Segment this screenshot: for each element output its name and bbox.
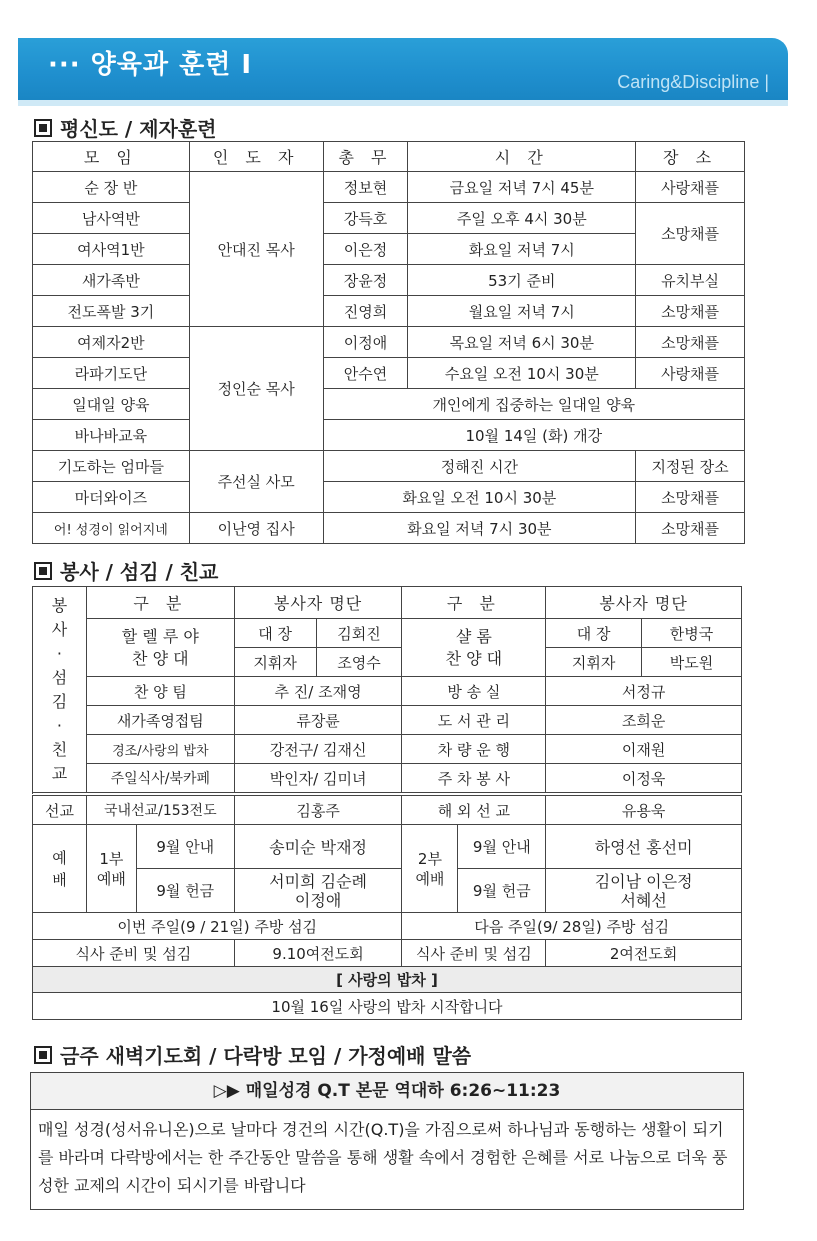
- table-cell: 사랑채플: [636, 358, 745, 389]
- table-cell: 9월 안내: [136, 825, 234, 869]
- square-bullet-icon: [34, 562, 52, 580]
- table-cell: 식사 준비 및 섬김: [33, 940, 235, 967]
- table-cell: 라파기도단: [33, 358, 190, 389]
- table-cell: [ 사랑의 밥차 ]: [33, 967, 742, 993]
- table-cell: 9.10여전도회: [234, 940, 402, 967]
- th-list-left: 봉사자 명단: [234, 587, 402, 619]
- table-cell: 소망채플: [636, 482, 745, 513]
- table-cell: 주일 오후 4시 30분: [408, 203, 636, 234]
- table-cell: 10월 16일 사랑의 밥차 시작합니다: [33, 993, 742, 1020]
- table-cell: 주선실 사모: [189, 451, 323, 513]
- table-cell: 진영희: [323, 296, 408, 327]
- table-cell: 사랑채플: [636, 172, 745, 203]
- table-cell: 해 외 선 교: [402, 796, 546, 825]
- section-training-heading: [34, 113, 216, 142]
- table-cell: 찬 양 팀: [86, 677, 234, 706]
- table-cell: 정해진 시간: [323, 451, 636, 482]
- table-cell: 일대일 양육: [33, 389, 190, 420]
- table-cell: 지휘자: [234, 648, 316, 677]
- table-cell: 이정욱: [546, 764, 742, 793]
- table-cell: 장윤정: [323, 265, 408, 296]
- table-cell: 경조/사랑의 밥차: [86, 735, 234, 764]
- table-cell: 박도원: [642, 648, 742, 677]
- table-cell: 여사역1반: [33, 234, 190, 265]
- table-cell: 추 진/ 조재영: [234, 677, 402, 706]
- training-table: [32, 141, 745, 544]
- th-manager: 총 무: [323, 142, 408, 172]
- table-cell: 이번 주일(9 / 21일) 주방 섬김: [33, 913, 402, 940]
- table-cell: 조희운: [546, 706, 742, 735]
- table-cell: 이은정: [323, 234, 408, 265]
- section-qt-title: 금주 새벽기도회 / 다락방 모임 / 가정예배 말씀: [60, 1044, 472, 1068]
- table-cell: 소망채플: [636, 296, 745, 327]
- th-list-right: 봉사자 명단: [546, 587, 742, 619]
- table-cell: 김회진: [316, 619, 402, 648]
- qt-title: ▷▶ 매일성경 Q.T 본문 역대하 6:26~11:23: [30, 1072, 744, 1110]
- table-cell: 기도하는 엄마들: [33, 451, 190, 482]
- table-cell: 예 배: [33, 825, 87, 913]
- table-cell: 여제자2반: [33, 327, 190, 358]
- table-cell: 10월 14일 (화) 개강: [323, 420, 744, 451]
- table-cell: 도 서 관 리: [402, 706, 546, 735]
- table-cell: 남사역반: [33, 203, 190, 234]
- table-cell: 화요일 저녁 7시: [408, 234, 636, 265]
- th-leader: 인 도 자: [189, 142, 323, 172]
- header-stripe: [18, 100, 788, 106]
- table-cell: 2부 예배: [402, 825, 458, 913]
- table-cell: 송미순 박재정: [234, 825, 402, 869]
- page-subtitle: Caring&Discipline |: [617, 72, 769, 92]
- th-time: 시 간: [408, 142, 636, 172]
- table-cell: 할 렐 루 야 찬 양 대: [86, 619, 234, 677]
- table-cell: 서미희 김순례 이정애: [234, 869, 402, 913]
- table-cell: 정인순 목사: [189, 327, 323, 451]
- table-cell: 다음 주일(9/ 28일) 주방 섬김: [402, 913, 742, 940]
- table-cell: 어! 성경이 읽어지네: [33, 513, 190, 544]
- table-cell: 9월 헌금: [136, 869, 234, 913]
- table-cell: 9월 안내: [458, 825, 546, 869]
- table-cell: 목요일 저녁 6시 30분: [408, 327, 636, 358]
- table-cell: 이재원: [546, 735, 742, 764]
- table-cell: 유용욱: [546, 796, 742, 825]
- table-cell: 대 장: [234, 619, 316, 648]
- table-cell: 이난영 집사: [189, 513, 323, 544]
- table-cell: 새가족영접팀: [86, 706, 234, 735]
- table-cell: 주 차 봉 사: [402, 764, 546, 793]
- table-cell: 김홍주: [234, 796, 402, 825]
- table-cell: 마더와이즈: [33, 482, 190, 513]
- table-cell: 선교: [33, 796, 87, 825]
- table-cell: 지정된 장소: [636, 451, 745, 482]
- table-cell: 안대진 목사: [189, 172, 323, 327]
- table-cell: 국내선교/153전도: [86, 796, 234, 825]
- th-category-right: 구 분: [402, 587, 546, 619]
- table-cell: 류장륜: [234, 706, 402, 735]
- table-cell: 조영수: [316, 648, 402, 677]
- table-cell: 김이남 이은정 서혜선: [546, 869, 742, 913]
- table-cell: 정보현: [323, 172, 408, 203]
- table-cell: 소망채플: [636, 327, 745, 358]
- table-cell: 개인에게 집중하는 일대일 양육: [323, 389, 744, 420]
- table-cell: 새가족반: [33, 265, 190, 296]
- table-cell: 1부 예배: [86, 825, 136, 913]
- th-place: 장 소: [636, 142, 745, 172]
- table-cell: 유치부실: [636, 265, 745, 296]
- table-cell: 주일식사/북카페: [86, 764, 234, 793]
- th-group: 모 임: [33, 142, 190, 172]
- table-cell: 방 송 실: [402, 677, 546, 706]
- table-cell: 9월 헌금: [458, 869, 546, 913]
- table-cell: 월요일 저녁 7시: [408, 296, 636, 327]
- table-cell: 전도폭발 3기: [33, 296, 190, 327]
- table-cell: 소망채플: [636, 203, 745, 265]
- table-cell: 식사 준비 및 섬김: [402, 940, 546, 967]
- table-cell: 2여전도회: [546, 940, 742, 967]
- table-cell: 바나바교육: [33, 420, 190, 451]
- table-cell: 지휘자: [546, 648, 642, 677]
- side-label: 봉 사 · 섬 김 · 친 교: [33, 587, 87, 793]
- table-cell: 강득호: [323, 203, 408, 234]
- square-bullet-icon: [34, 1046, 52, 1064]
- table-cell: 화요일 저녁 7시 30분: [323, 513, 636, 544]
- section-service-title: 봉사 / 섬김 / 친교: [60, 560, 219, 584]
- table-cell: 하영선 홍선미: [546, 825, 742, 869]
- table-cell: 수요일 오전 10시 30분: [408, 358, 636, 389]
- table-cell: 한병국: [642, 619, 742, 648]
- section-qt-heading: [34, 1040, 471, 1069]
- table-cell: 순 장 반: [33, 172, 190, 203]
- page-title: ··· 양육과 훈련 I: [48, 50, 253, 80]
- service-table-lower: [32, 795, 742, 1020]
- table-cell: 박인자/ 김미녀: [234, 764, 402, 793]
- table-cell: 이정애: [323, 327, 408, 358]
- square-bullet-icon: [34, 119, 52, 137]
- table-cell: 53기 준비: [408, 265, 636, 296]
- table-cell: 강전구/ 김재신: [234, 735, 402, 764]
- table-cell: 서정규: [546, 677, 742, 706]
- table-cell: 대 장: [546, 619, 642, 648]
- section-training-title: 평신도 / 제자훈련: [60, 117, 217, 141]
- table-cell: 화요일 오전 10시 30분: [323, 482, 636, 513]
- section-service-heading: [34, 556, 218, 585]
- table-cell: 소망채플: [636, 513, 745, 544]
- table-cell: 안수연: [323, 358, 408, 389]
- table-cell: 금요일 저녁 7시 45분: [408, 172, 636, 203]
- qt-text: 매일 성경(성서유니온)으로 날마다 경건의 시간(Q.T)을 가짐으로써 하나님과 동행하는 생활이 되기를 바라며 다락방에서는 한 주간동안 말씀을 통해 생활 속에서 경험한 은혜를 서로 나눔으로 더욱 풍성한 교제의 시간이 되시기를 바랍니다: [38, 1120, 728, 1195]
- service-table: [32, 586, 742, 793]
- table-cell: 샬 롬 찬 양 대: [402, 619, 546, 677]
- th-category-left: 구 분: [86, 587, 234, 619]
- table-cell: 차 량 운 행: [402, 735, 546, 764]
